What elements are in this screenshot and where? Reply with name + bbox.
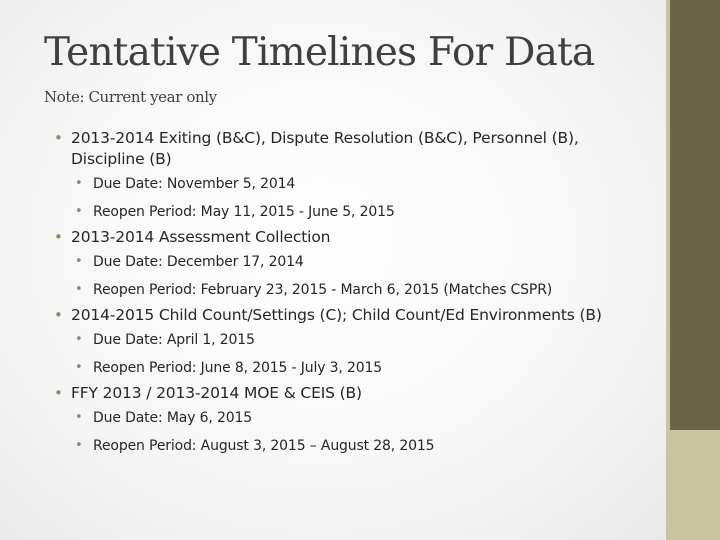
sub-bullet-item: • Reopen Period: June 8, 2015 - July 3, 2015 xyxy=(71,359,632,377)
bullet-text: 2013-2014 Assessment Collection xyxy=(71,228,331,246)
sub-bullet-item: • Due Date: December 17, 2014 xyxy=(71,253,632,271)
sub-bullet-item: • Due Date: November 5, 2014 xyxy=(71,175,632,193)
bullet-item xyxy=(52,128,632,221)
bullet-text: 2014-2015 Child Count/Settings (C); Child Count/Ed Environments (B) xyxy=(71,306,602,324)
bullet-list xyxy=(52,128,632,455)
slide-title: Tentative Timelines For Data xyxy=(44,30,595,75)
sidebar-accent-block xyxy=(670,430,720,540)
sub-bullet-item: • Reopen Period: February 23, 2015 - March 6, 2015 (Matches CSPR) xyxy=(71,281,632,299)
bullet-item xyxy=(52,305,632,377)
bullet-text: 2013-2014 Exiting (B&C), Dispute Resolution (B&C), Personnel (B), Discipline (B) xyxy=(71,129,579,168)
sub-bullet-list xyxy=(71,409,632,455)
sub-bullet-item: • Reopen Period: August 3, 2015 – August 28, 2015 xyxy=(71,437,632,455)
bullet-item xyxy=(52,227,632,299)
bullet-item xyxy=(52,383,632,455)
bullet-text: FFY 2013 / 2013-2014 MOE & CEIS (B) xyxy=(71,384,362,402)
sub-bullet-item: • Due Date: May 6, 2015 xyxy=(71,409,632,427)
sub-bullet-list xyxy=(71,253,632,299)
slide-subtitle: Note: Current year only xyxy=(44,88,217,106)
sub-bullet-item: • Due Date: April 1, 2015 xyxy=(71,331,632,349)
sub-bullet-item: • Reopen Period: May 11, 2015 - June 5, 2015 xyxy=(71,203,632,221)
sub-bullet-list xyxy=(71,175,632,221)
sub-bullet-list xyxy=(71,331,632,377)
